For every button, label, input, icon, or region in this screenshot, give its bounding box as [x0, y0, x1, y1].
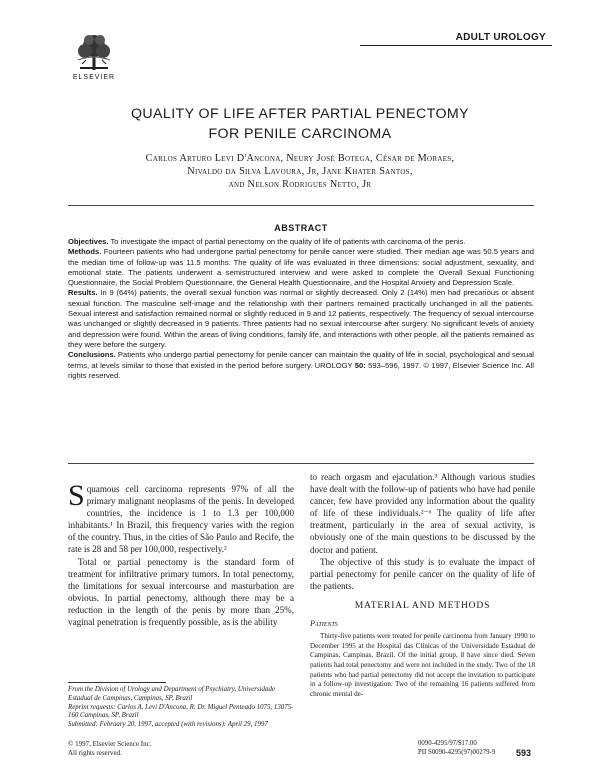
objectives-label: Objectives.	[68, 237, 109, 246]
patients-paragraph: Thirty-five patients were treated for penile carcinoma from January 1990 to December 1995 at the Hospital das Clínicas of the Universidade Estadual de Campinas, Campinas, Brazil. Of the initial group, 8 have since died. Seven patients had total penectomy and were not included in the study. Two of the 18 patients who had partial penectomy did not accept the invitation to participate in a follow-up investigation. Two of the remaining 16 patients suffered from chronic mental de-	[310, 632, 535, 698]
right-column	[310, 471, 535, 699]
abstract-results	[68, 288, 534, 350]
page-number: 593	[516, 748, 532, 758]
intro-text-1: quamous cell carcinoma represents 97% of all the primary malignant neoplasms of the penis. In developed countries, the incidence is 1 to 1.3 per 100,000 inhabitants.¹ In Brazil, this frequency varies with the region of the country. Thus, in the cities of São Paulo and Recife, the rate is 28 and 58 per 100,000, respectively.²	[68, 484, 294, 555]
authors-line-3: and Nelson Rodrigues Netto, Jr	[228, 178, 372, 190]
conclusions-text: Patients who undergo partial penectomy for penile cancer can maintain the quality of life in social, psychological and sexual terms, at levels similar to those that existed in the period before surgery.	[68, 350, 534, 370]
drop-cap: S	[68, 479, 85, 512]
conclusions-label: Conclusions.	[68, 350, 116, 360]
issn-block	[418, 740, 518, 758]
authors-line-1: Carlos Arturo Levi D'Ancona, Neury José Botega, César de Moraes,	[145, 153, 455, 164]
abstract-methods	[68, 247, 534, 288]
abstract-conclusions	[68, 350, 534, 381]
intro-paragraph-4: The objective of this study is to evaluate the impact of partial penectomy for penile cancer on the quality of life of the patients.	[310, 556, 535, 591]
methods-section-heading: MATERIAL AND METHODS	[354, 599, 491, 611]
copyright-line-1: © 1997, Elsevier Science Inc.	[68, 740, 152, 748]
results-text: In 9 (64%) patients, the overall sexual function was normal or slightly decreased. Only 2 (14%) men had precarious or absent sexual function. The masculine self-image and the relationship with their partners remained practically unchanged in all the patients. Sexual interest and satisfaction remained normal or slightly reduced in 9 and 12 patients, respectively. The frequency of sexual intercourse was unchanged or slightly decreased in 9 patients. Three patients had no sexual intercourse after surgery. No significant levels of anxiety and depression were found. Within the areas of living conditions, family life, and interactions with other people, all the patients remained as they were before the surgery.	[68, 288, 534, 349]
intro-paragraph-3: to reach orgasm and ejaculation.³ Although various studies have dealt with the follow-up of patients who have had penile cancer, few have provided any information about the quality of life of these individuals.²⁻⁶ The quality of life after treatment, particularly in the area of sexual activity, is obviously one of the main questions to be discussed by the doctor and patient.	[310, 472, 535, 555]
publisher-name: ELSEVIER	[72, 74, 116, 81]
intro-paragraph-2: Total or partial penectomy is the standard form of treatment for infiltrative primary tumors. In total penectomy, the limitations for sexual intercourse and masturbation are obvious. In partial penectomy, although there may be a reduction in the length of the penis by more than 25%, vaginal penetration is frequently possible, as is the ability	[68, 556, 294, 628]
footnotes	[68, 686, 294, 730]
authors-line-2: Nivaldo da Silva Lavoura, Jr, Jane Khater Santos,	[187, 165, 413, 177]
header-rule	[360, 45, 552, 46]
citation-rest: 593–596, 1997. © 1997, Elsevier Science Inc. All rights reserved.	[68, 360, 534, 380]
issn-line-2: PII S0090-4295(97)00279-9	[418, 748, 496, 756]
abstract-top-rule	[68, 205, 534, 206]
copyright-notice	[68, 740, 294, 758]
author-list	[40, 153, 560, 191]
copyright-line-2: All rights reserved.	[68, 748, 122, 757]
title-line-2: FOR PENILE CARCINOMA	[208, 126, 392, 142]
affiliation-note: From the Division of Urology and Department of Psychiatry, Universidade Estadual de Campinas, Campinas, SP, Brazil	[68, 686, 275, 702]
citation-journal: UROLOGY	[314, 360, 353, 370]
abstract-body	[68, 237, 534, 381]
abstract-heading: ABSTRACT	[274, 223, 328, 233]
footnote-rule	[68, 682, 166, 683]
dates-note: Submitted: February 20, 1997, accepted (with revisions): April 29, 1997	[68, 721, 268, 729]
methods-text: Fourteen patients who had undergone partial penectomy for penile cancer were studied. Their median age was 50.5 years and the median time of follow-up was 11.5 months. The quality of life was evaluated in three dimensions: social adjustment, sexuality, and emotional state. The patients underwent a semistructured interview and were asked to complete the Overall Sexual Functioning Questionnaire, the Social Problem Questionnaire, the General Health Questionnaire, and the Hospital Anxiety and Depression Scale.	[68, 247, 534, 288]
methods-label: Methods.	[68, 247, 102, 257]
objectives-text: To investigate the impact of partial penectomy on the quality of life of patients with carcinoma of the penis.	[110, 237, 466, 246]
results-label: Results.	[68, 288, 98, 298]
left-column	[68, 479, 294, 628]
tree-icon	[72, 30, 116, 74]
section-label: ADULT UROLOGY	[455, 32, 546, 43]
title-line-1: QUALITY OF LIFE AFTER PARTIAL PENECTOMY	[130, 106, 470, 122]
article-title	[40, 104, 560, 144]
intro-paragraph-1	[68, 479, 294, 556]
abstract-objectives	[68, 237, 534, 247]
elsevier-tree-logo	[72, 30, 116, 74]
citation-volume: 50:	[354, 360, 366, 370]
reprint-note: Reprint requests: Carlos A. Levi D'Ancona, R. Dr. Miguel Penteado 1075, 13075-160 Campinas, SP, Brazil	[68, 703, 294, 720]
issn-line-1: 0090-4295/97/$17.00	[418, 740, 477, 747]
patients-subheading: Patients	[310, 619, 338, 629]
abstract-bottom-rule	[68, 463, 534, 464]
